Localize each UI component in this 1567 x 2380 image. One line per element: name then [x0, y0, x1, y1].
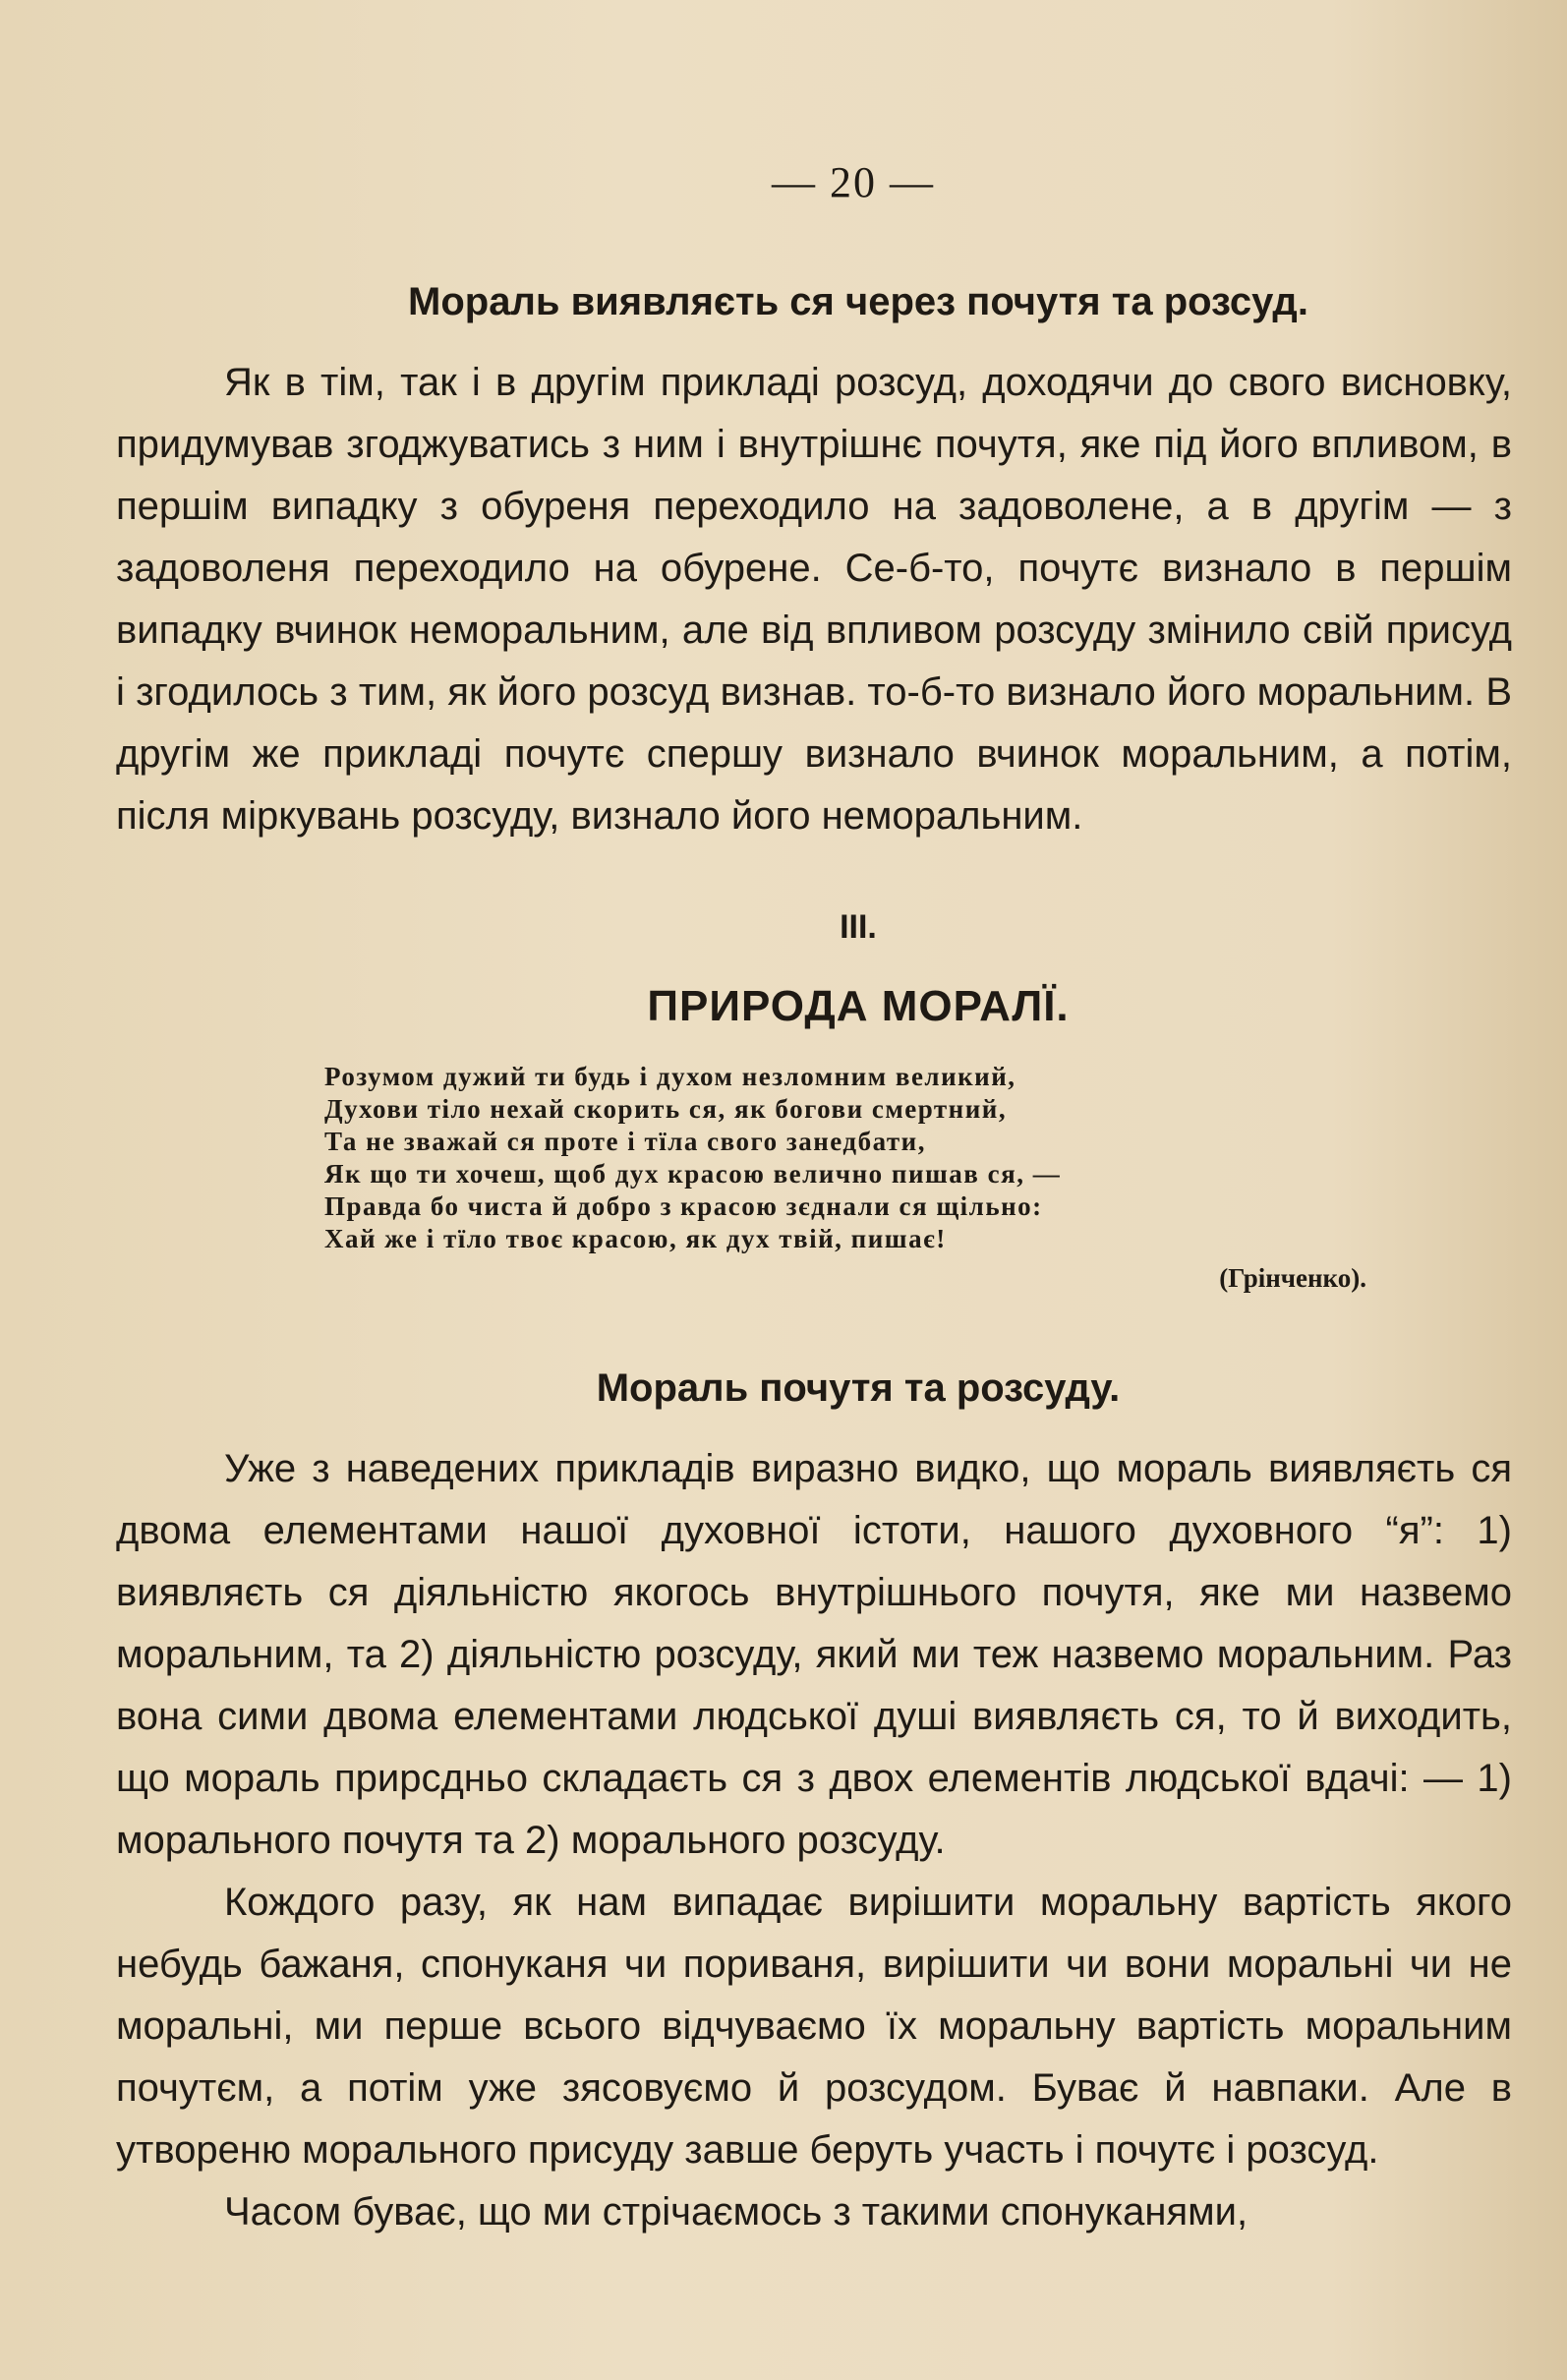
- epigraph-line: Хай же і тїло твоє красою, як дух твій, пишає!: [324, 1224, 947, 1253]
- paragraph: Уже з наведених прикладів виразно видко, що мораль виявляєть ся двома елементами нашої духовної істоти, нашого духовного “я”: 1) виявляєть ся діяльністю якогось внутрішнього почутя, яке ми назвемо моральним, та 2) діяльністю розсуду, який ми теж назвемо моральним. Раз вона сими двома елементами людської душі виявляєть ся, то й виходить, що мораль прирсдньо складаєть ся з двох елементів людської вдачі: — 1) морального почутя та 2) морального розсуду.: [116, 1447, 1512, 1862]
- paragraph: Кождого разу, як нам випадає вирішити моральну вартість якого небудь бажаня, спонуканя чи пориваня, вирішити чи вони моральні чи не моральні, ми перше всього відчуваємо їх моральну вартість моральним почутєм, а потім уже зясовуємо й розсудом. Буває й навпаки. Але в утвореню морального присуду завше беруть участь і почутє і розсуд.: [116, 1881, 1512, 2172]
- chapter-number: III.: [840, 908, 877, 946]
- epigraph: [324, 1061, 1337, 1255]
- epigraph-line: Духови тіло нехай скорить ся, як богови смертний,: [324, 1094, 1008, 1124]
- epigraph-line: Розумом дужий ти будь і духом незломним великий,: [324, 1062, 1016, 1091]
- epigraph-line: Правда бо чиста й добро з красою зєднали ся щільно:: [324, 1191, 1043, 1221]
- paragraph: Часом буває, що ми стрічаємось з такими спонуканями,: [224, 2190, 1248, 2234]
- epigraph-line: Як що ти хочеш, щоб дух красою велично пишав ся, —: [324, 1159, 1062, 1189]
- section-heading-1: Мораль виявляєть ся через почутя та розсуд.: [408, 280, 1308, 323]
- chapter-title: ПРИРОДА МОРАЛЇ.: [647, 982, 1070, 1030]
- section-heading-2: Мораль почутя та розсуду.: [596, 1366, 1121, 1410]
- text-column: [116, 157, 1512, 2243]
- page-number: — 20 —: [772, 158, 935, 206]
- paragraph: Як в тім, так і в другім прикладі розсуд, доходячи до свого висновку, придумував згоджуватись з ним і внутрішнє почутя, яке під його впливом, в першім випадку з обуреня переходило на задоволене, а в другім — з задоволеня переходило на обурене. Се-б-то, почутє визнало в першім випадку вчинок неморальним, але від впливом розсуду змінило свій присуд і згодилось з тим, як його розсуд визнав. то-б-то визнало його моральним. В другім же прикладі почутє спершу визнало вчинок моральним, а потім, після міркувань розсуду, визнало його неморальним.: [116, 361, 1512, 838]
- epigraph-author: (Грінченко).: [1219, 1263, 1366, 1293]
- epigraph-line: Та не зважай ся проте і тїла свого занедбати,: [324, 1127, 926, 1156]
